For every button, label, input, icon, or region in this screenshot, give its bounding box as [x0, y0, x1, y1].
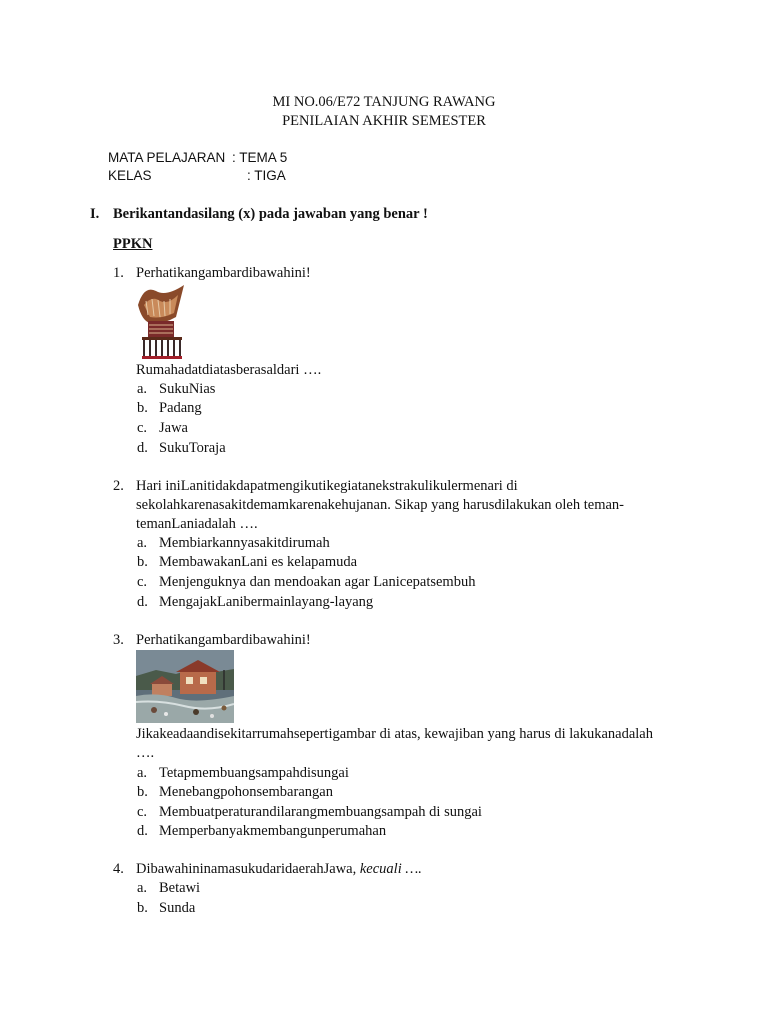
school-name: MI NO.06/E72 TANJUNG RAWANG: [272, 94, 496, 110]
subject-value: : TEMA 5: [232, 150, 288, 165]
question-number: 2.: [113, 478, 124, 494]
option-text: Membiarkannyasakitdirumah: [159, 535, 330, 551]
question-text: sekolahkarenasakitdemamkarenakehujanan. Sikap yang harusdilakukan oleh teman-: [136, 497, 624, 513]
option-text: Membuatperaturandilarangmembuangsampah di sungai: [159, 804, 482, 820]
option-text: SukuNias: [159, 381, 216, 397]
toraja-house-image: [136, 283, 186, 359]
option-letter: d.: [137, 594, 148, 610]
subsection-title: PPKN: [113, 236, 153, 252]
question-text: Rumahadatdiatasberasaldari ….: [136, 362, 322, 378]
option-text: Memperbanyakmembangunperumahan: [159, 823, 387, 839]
option-text: Menebangpohonsembarangan: [159, 784, 333, 800]
class-label: KELAS: [108, 168, 152, 183]
option-letter: b.: [137, 900, 148, 916]
option-letter: d.: [137, 823, 148, 839]
question-text: Hari iniLanitidakdapatmengikutikegiatanekstrakulikulermenari di: [136, 478, 518, 494]
option-letter: b.: [137, 554, 148, 570]
option-letter: c.: [137, 574, 148, 590]
question-text: Perhatikangambardibawahini!: [136, 265, 311, 281]
option-text: Menjenguknya dan mendoakan agar Lanicepatsembuh: [159, 574, 476, 590]
section-instruction: Berikantandasilang (x) pada jawaban yang benar !: [113, 206, 428, 222]
option-letter: a.: [137, 535, 148, 551]
option-text: Jawa: [159, 420, 188, 436]
exam-title: PENILAIAN AKHIR SEMESTER: [282, 113, 486, 129]
flooded-house-image: [136, 650, 234, 723]
question-text: Jikakeadaandisekitarrumahsepertigambar di atas, kewajiban yang harus di lakukanadalah: [136, 726, 653, 742]
question-number: 3.: [113, 632, 124, 648]
class-value: : TIGA: [247, 168, 286, 183]
option-letter: d.: [137, 440, 148, 456]
option-text: Padang: [159, 400, 202, 416]
subject-label: MATA PELAJARAN: [108, 150, 226, 165]
option-letter: c.: [137, 804, 148, 820]
question-emphasis: kecuali ….: [359, 861, 422, 877]
option-letter: b.: [137, 400, 148, 416]
option-text: MengajakLanibermainlayang-layang: [159, 594, 374, 610]
question-number: 1.: [113, 265, 124, 281]
option-text: Sunda: [159, 900, 196, 916]
question-text: [136, 861, 422, 878]
option-text: Betawi: [159, 880, 201, 896]
option-letter: a.: [137, 880, 148, 896]
option-letter: c.: [137, 420, 148, 436]
option-letter: a.: [137, 765, 148, 781]
question-text-main: DibawahininamasukudaridaerahJawa,: [136, 861, 360, 877]
option-text: Tetapmembuangsampahdisungai: [159, 765, 349, 781]
section-numeral: I.: [90, 206, 100, 222]
option-text: SukuToraja: [159, 440, 226, 456]
option-text: MembawakanLani es kelapamuda: [159, 554, 358, 570]
question-text: temanLaniadalah ….: [136, 516, 258, 532]
option-letter: a.: [137, 381, 148, 397]
option-letter: b.: [137, 784, 148, 800]
question-text: ….: [136, 745, 155, 761]
question-number: 4.: [113, 861, 124, 877]
question-text: Perhatikangambardibawahini!: [136, 632, 311, 648]
